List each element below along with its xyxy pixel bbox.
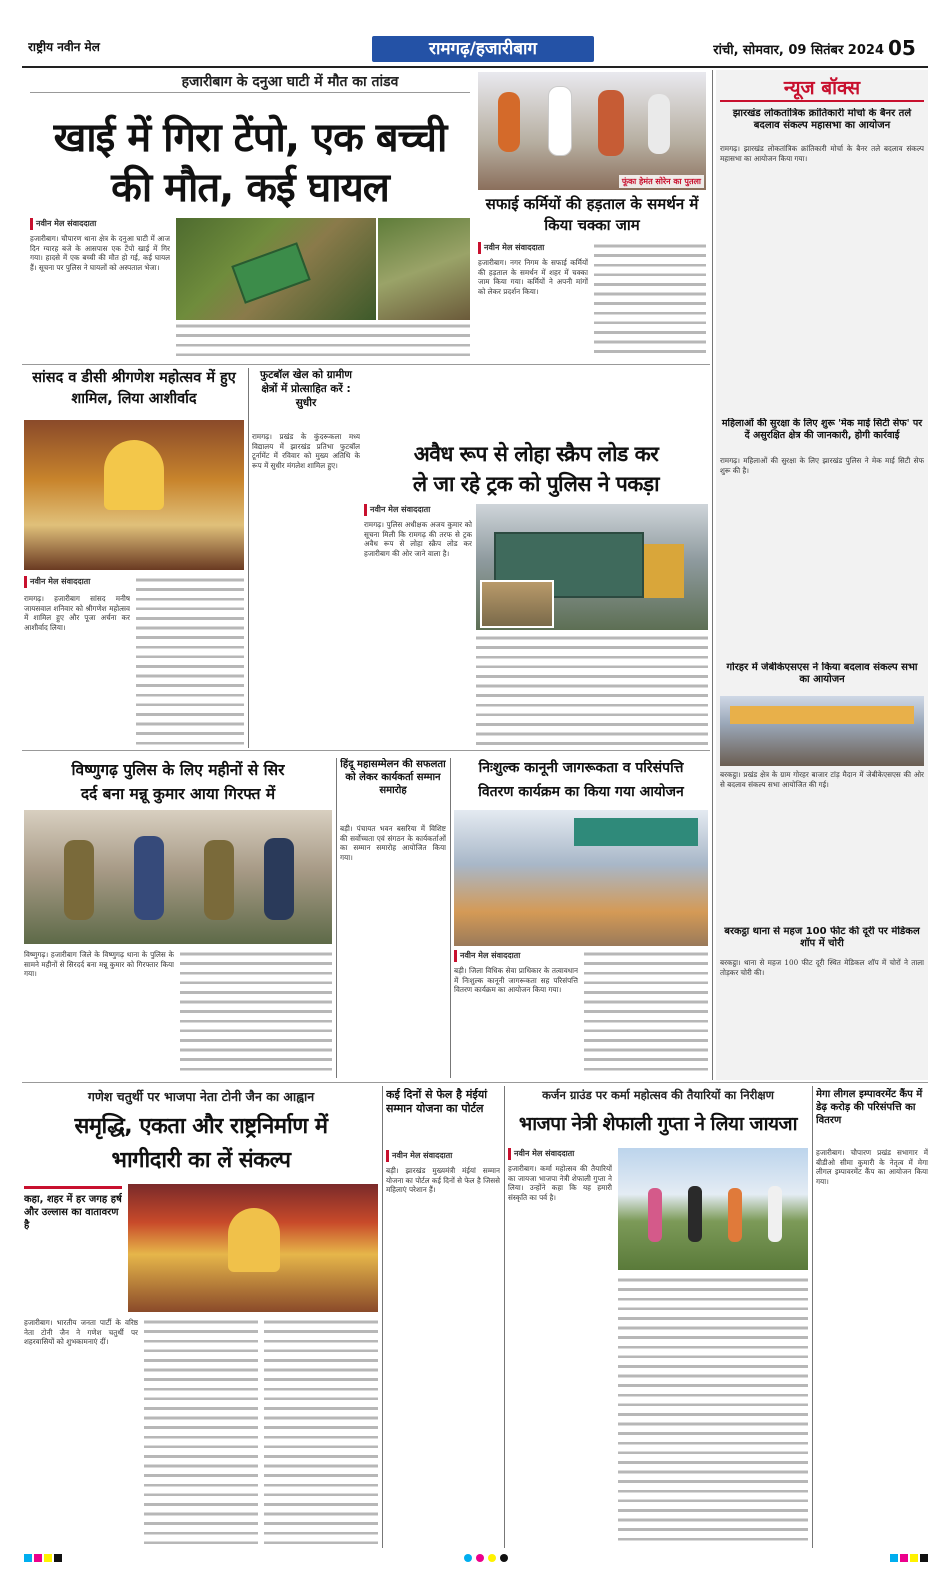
legal-camp-photo xyxy=(454,810,708,946)
maiyan-byline: नवीन मेल संवाददाता xyxy=(386,1150,500,1162)
karma-byline: नवीन मेल संवाददाता xyxy=(508,1148,618,1160)
karma-kicker: कर्जन ग्राउंड पर कर्मा महोत्सव की तैयारियों का निरीक्षण xyxy=(542,1088,774,1102)
hindu-headline: हिंदू महासम्मेलन की सफलता को लेकर कार्यकर्ता सम्मान समारोह xyxy=(340,759,446,796)
ganesh-puja-photo xyxy=(24,420,244,570)
scrap-body-cont xyxy=(476,634,708,746)
news-box-item-4-body: बरकट्ठा। थाना से महज 100 फीट दूरी स्थित मेडिकल शॉप में चोरों ने ताला तोड़कर चोरी की। xyxy=(720,958,924,977)
crash-site-photo xyxy=(378,218,470,320)
masthead-rule xyxy=(22,66,928,68)
karma-body: हजारीबाग। कर्मा महोत्सव की तैयारियों का जायजा भाजपा नेत्री शेफाली गुप्ता ने लिया। उन्होंने कहा कि यह हमारी संस्कृति का पर्व है। xyxy=(508,1164,612,1202)
sansad-headline: सांसद व डीसी श्रीगणेश महोत्सव में हुए शामिल, लिया आशीर्वाद xyxy=(32,370,236,407)
ganesh-body: हजारीबाग। भारतीय जनता पार्टी के वरिष्ठ नेता टोनी जैन ने गणेश चतुर्थी पर शहरवासियों को शुभकामनाएं दीं। xyxy=(24,1318,138,1347)
toni-jain-photo xyxy=(128,1184,378,1312)
masthead xyxy=(0,0,945,70)
football-body: रामगढ़। प्रखंड के कुंदरूकला मध्य विद्यालय में झारखंड प्रतिभा फुटबॉल टूर्नामेंट में रविवार को मुख्य अतिथि के रूप में सुधीर मंगलेश शामिल हुए। xyxy=(252,432,360,470)
page-number: 05 xyxy=(888,36,916,60)
hindu-body: बड़ी। पंचायत भवन बसरिया में विशिष्ट की सर्वोच्चता एवं संगठन के कार्यकर्ताओं का सम्मान समारोह आयोजित किया गया। xyxy=(340,824,446,862)
ganesh-kicker: गणेश चतुर्थी पर भाजपा नेता टोनी जैन का आह्वान xyxy=(87,1089,315,1104)
lead-headline-1: खाई में गिरा टेंपो, एक बच्ची xyxy=(53,115,447,160)
cleaners-byline: नवीन मेल संवाददाता xyxy=(478,242,598,254)
vishnugarh-body-cont xyxy=(180,950,332,1076)
police-inset-photo xyxy=(480,580,554,628)
news-box-title: न्यूज बॉक्स xyxy=(720,74,924,102)
news-box-item-1-body: रामगढ़। झारखंड लोकतांत्रिक क्रांतिकारी मोर्चा के बैनर तले बदलाव संकल्प महासभा का आयोजन किया गया। xyxy=(720,144,924,163)
news-box-item-1-headline: झारखंड लोकतांत्रिक क्रांतिकारी मोर्चा के बैनर तले बदलाव संकल्प महासभा का आयोजन xyxy=(732,108,912,131)
ganesh-body-cont-2 xyxy=(264,1318,378,1546)
legal-body: बड़ी। जिला विधिक सेवा प्राधिकार के तत्वावधान में निःशुल्क कानूनी जागरूकता सह परिसंपत्ति वितरण कार्यक्रम का आयोजन किया गया। xyxy=(454,966,578,995)
sansad-byline: नवीन मेल संवाददाता xyxy=(24,576,144,588)
effigy-caption: फूंका हेमंत सोरेन का पुतला xyxy=(619,175,704,188)
vishnugarh-headline-1: विष्णुगढ़ पुलिस के लिए महीनों से सिर xyxy=(71,761,285,779)
ganesh-headline-2: भागीदारी का लें संकल्प xyxy=(111,1148,291,1173)
news-box-item-3-headline: गोरहर में जेबीकेएसएस ने किया बदलाव संकल्प सभा का आयोजन xyxy=(726,662,918,685)
lead-byline: नवीन मेल संवाददाता xyxy=(30,218,170,230)
sansad-body-cont xyxy=(136,576,244,746)
karma-body-cont xyxy=(618,1276,808,1546)
megalegal-headline: मेगा लीगल इम्पावरमेंट कैंप में डेढ़ करोड़ की परिसंपत्ति का वितरण xyxy=(816,1089,923,1126)
legal-headline-2: वितरण कार्यक्रम का किया गया आयोजन xyxy=(478,784,684,800)
ganesh-body-cont-1 xyxy=(144,1318,258,1546)
sansad-body: रामगढ़। हजारीबाग सांसद मनीष जायसवाल शनिवार को श्रीगणेश महोत्सव में शामिल हुए और पूजा अर्चना कर आशीर्वाद लिया। xyxy=(24,594,130,632)
scrap-headline-1: अवैध रूप से लोहा स्क्रैप लोड कर xyxy=(413,442,659,466)
maiyan-headline: कई दिनों से फेल है मंईयां सम्मान योजना का पोर्टल xyxy=(386,1088,488,1115)
lead-kicker: हजारीबाग के दनुआ घाटी में मौत का तांडव xyxy=(181,74,399,90)
newspaper-logo[interactable]: राष्ट्रीय नवीन मेल xyxy=(28,40,100,54)
megalegal-body: हजारीबाग। चौपारण प्रखंड सभागार में बीडीओ सीमा कुमारी के नेतृत्व में मेगा लीगल इम्पावरमेंट कैंप का आयोजन किया गया। xyxy=(816,1148,928,1186)
news-box-item-2-body: रामगढ़। महिलाओं की सुरक्षा के लिए झारखंड पुलिस ने मेक माई सिटी सेफ शुरू की है। xyxy=(720,456,924,475)
section-banner: रामगढ़/हजारीबाग xyxy=(372,36,594,62)
news-box-item-3-body: बरकट्ठा। प्रखंड क्षेत्र के ग्राम गोरहर बाजार टांड़ मैदान में जेबीकेएसएस की ओर से बदलाव संकल्प सभा आयोजित की गई। xyxy=(720,770,924,789)
cleaners-body: हजारीबाग। नगर निगम के सफाई कर्मियों की हड़ताल के समर्थन में शहर में चक्का जाम किया गया। कर्मियों ने अपनी मांगों को लेकर प्रदर्शन किया। xyxy=(478,258,588,296)
ganesh-quote xyxy=(24,1186,122,1266)
scrap-byline: नवीन मेल संवाददाता xyxy=(364,504,484,516)
effigy-photo xyxy=(478,72,706,190)
karma-headline: भाजपा नेत्री शेफाली गुप्ता ने लिया जायजा xyxy=(518,1113,798,1135)
dateline: रांची, सोमवार, 09 सितंबर 2024 xyxy=(713,43,884,58)
vishnugarh-headline-2: दर्द बना मन्नू कुमार आया गिरफ्त में xyxy=(80,785,276,803)
accident-photo xyxy=(176,218,376,320)
football-headline: फुटबॉल खेल को ग्रामीण क्षेत्रों में प्रोत्साहित करें : सुधीर xyxy=(260,369,352,409)
scrap-headline-2: ले जा रहे ट्रक को पुलिस ने पकड़ा xyxy=(412,472,660,496)
ganesh-quote-text: कहा, शहर में हर जगह हर्ष और उल्लास का वातावरण है xyxy=(24,1194,122,1231)
maiyan-body: बड़ी। झारखंड मुख्यमंत्री मंईयां सम्मान योजना का पोर्टल कई दिनों से फेल है जिससे महिलाएं परेशान हैं। xyxy=(386,1166,500,1195)
lead-body: हजारीबाग। चौपारण थाना क्षेत्र के दनुआ घाटी में आज दिन ग्यारह बजे के आसपास एक टेंपो खाई में गिर गया। हादसे में एक बच्ची की मौत हो गई, कई घायल हैं। सूचना पर पुलिस ने घायलों को अस्पताल भेजा। xyxy=(30,234,170,272)
legal-body-cont xyxy=(584,950,708,1076)
lead-body-cont xyxy=(176,322,470,362)
ganesh-headline-1: समृद्धि, एकता और राष्ट्रनिर्माण में xyxy=(74,1114,328,1139)
vishnugarh-body: विष्णुगढ़। हजारीबाग जिले के विष्णुगढ़ थाना के पुलिस के सामने महीनों से सिरदर्द बना मन्नू कुमार को गिरफ्तार किया गया। xyxy=(24,950,174,979)
karma-ground-photo xyxy=(618,1148,808,1270)
scrap-body: रामगढ़। पुलिस अधीक्षक अजय कुमार को सूचना मिली कि रामगढ़ की तरफ से ट्रक अवैध रूप से लोहा स्क्रैप लोड कर हजारीबाग की ओर जाने वाला है। xyxy=(364,520,472,558)
print-color-registration xyxy=(24,1552,928,1566)
news-box xyxy=(716,70,928,1080)
cleaners-headline: सफाई कर्मियों की हड़ताल के समर्थन में किया चक्का जाम xyxy=(485,195,699,234)
lead-headline-2: की मौत, कई घायल xyxy=(111,165,389,210)
news-box-item-4-headline: बरकट्ठा थाना से महज 100 फीट की दूरी पर मेडिकल शॉप में चोरी xyxy=(724,926,920,949)
legal-byline: नवीन मेल संवाददाता xyxy=(454,950,574,962)
cleaners-body-cont xyxy=(594,242,706,358)
news-box-item-2-headline: महिलाओं की सुरक्षा के लिए शुरू 'मेक माई सिटी सेफ' पर दें असुरक्षित क्षेत्र की जानकारी, होगी कार्रवाई xyxy=(721,418,923,441)
arrest-photo xyxy=(24,810,332,944)
gorhar-rally-photo xyxy=(720,696,924,766)
legal-headline-1: निःशुल्क कानूनी जागरूकता व परिसंपत्ति xyxy=(478,760,684,776)
